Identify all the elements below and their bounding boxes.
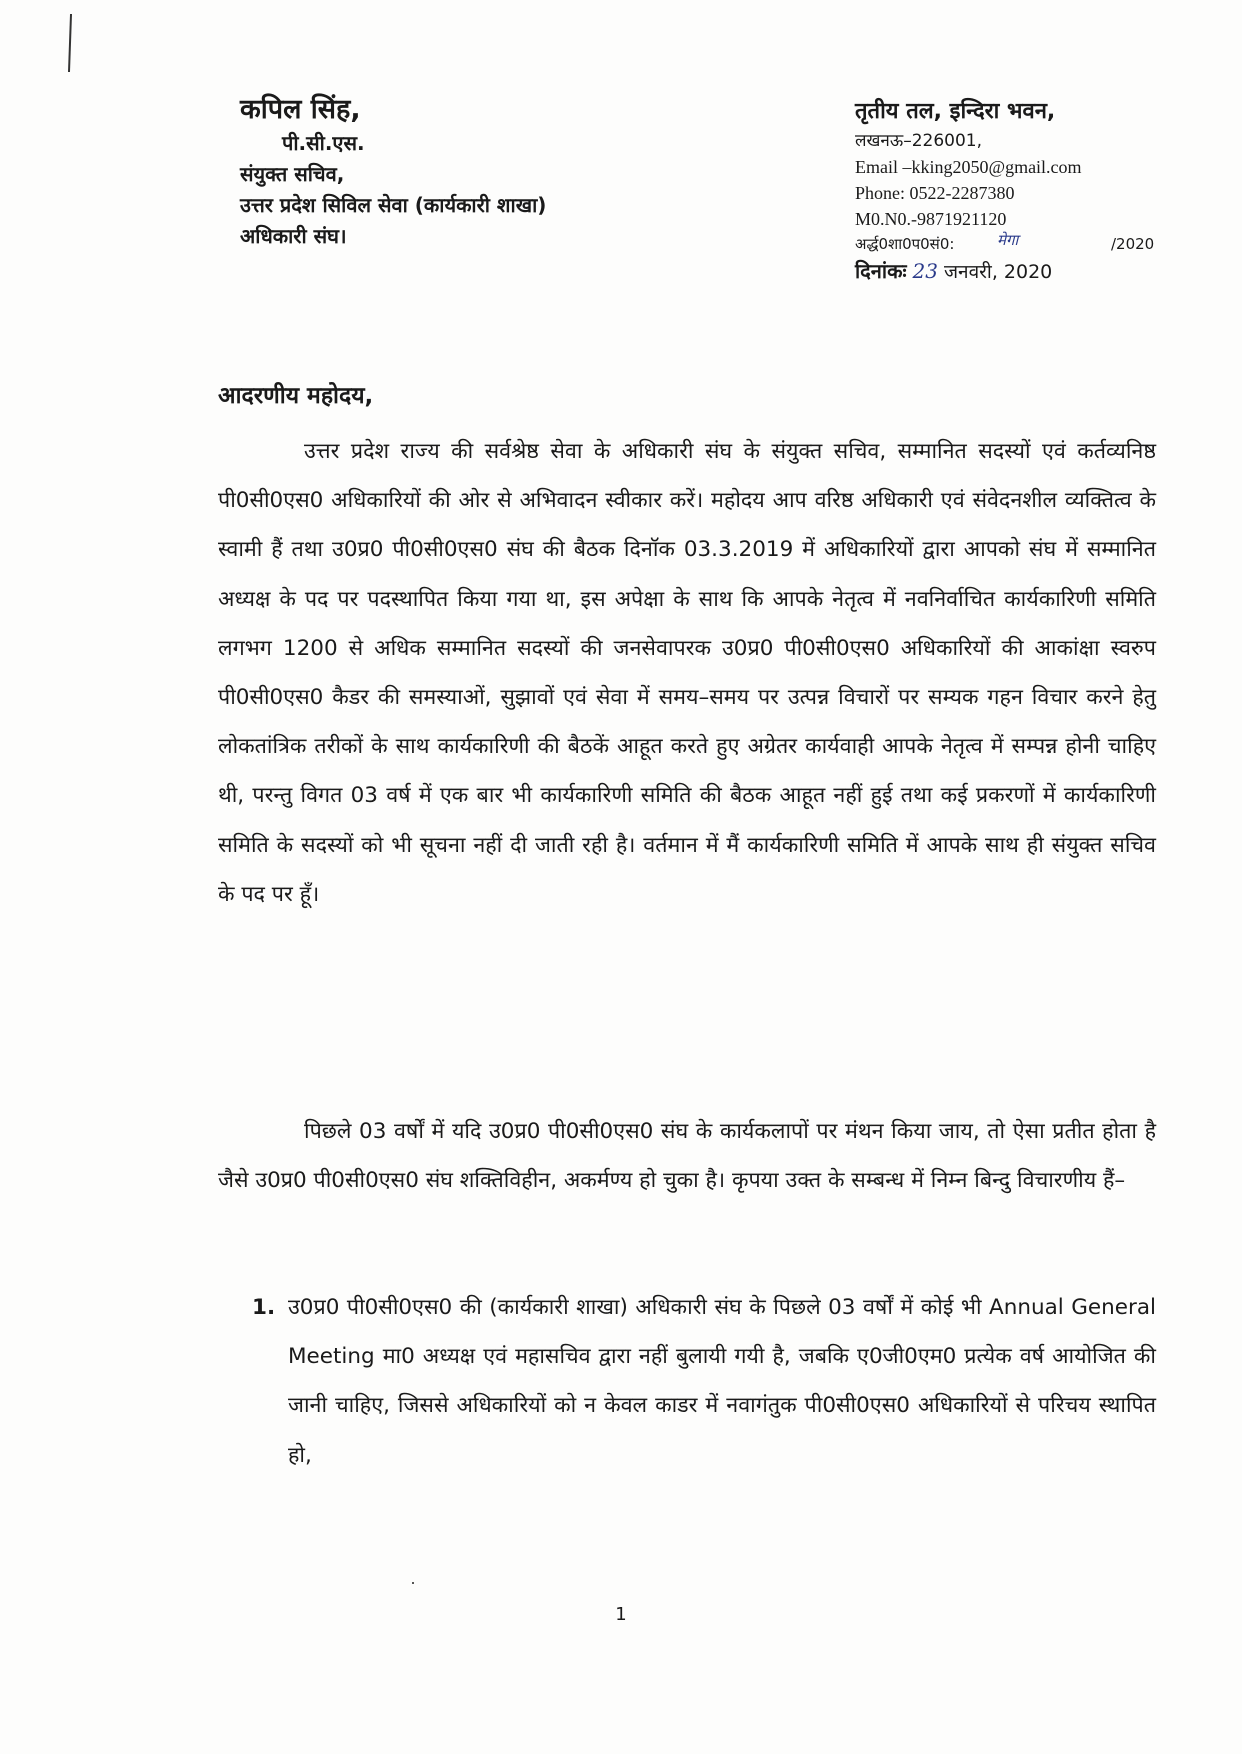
points-list bbox=[252, 1283, 1156, 1480]
reference-handwritten: मेगा bbox=[997, 231, 1019, 249]
salutation: आदरणीय महोदय, bbox=[218, 383, 374, 409]
sender-organisation-line2: अधिकारी संघ। bbox=[240, 224, 347, 248]
date-label: दिनांकः bbox=[855, 259, 907, 283]
paragraph-1: उत्तर प्रदेश राज्य की सर्वश्रेष्ठ सेवा के अधिकारी संघ के संयुक्त सचिव, सम्मानित सदस्यों एवं कर्तव्यनिष्ठ पी0सी0एस0 अधिकारियों की ओर से अभिवादन स्वीकार करें। महोदय आप वरिष्ठ अधिकारी एवं संवेदनशील व्यक्तित्व के स्वामी हैं तथा उ0प्र0 पी0सी0एस0 संघ की बैठक दिनॉक 03.3.2019 में अधिकारियों द्वारा आपको संघ में सम्मानित अध्यक्ष के पद पर पदस्थापित किया गया था, इस अपेक्षा के साथ कि आपके नेतृत्व में नवनिर्वाचित कार्यकारिणी समिति लगभग 1200 से अधिक सम्मानित सदस्यों की जनसेवापरक उ0प्र0 पी0सी0एस0 अधिकारियों की आकांक्षा स्वरुप पी0सी0एस0 कैडर की समस्याओं, सुझावों एवं सेवा में समय–समय पर उत्पन्न विचारों पर सम्यक गहन विचार करने हेतु लोकतांत्रिक तरीकों के साथ कार्यकारिणी की बैठकें आहूत करते हुए अग्रेतर कार्यवाही आपके नेतृत्व में सम्पन्न होनी चाहिए थी, परन्तु विगत 03 वर्ष में एक बार भी कार्यकारिणी समिति की बैठक आहूत नहीं हुई तथा कई प्रकरणों में कार्यकारिणी समिति के सदस्यों को भी सूचना नहीं दी जाती रही है। वर्तमान में मैं कार्यकारिणी समिति में आपके साथ ही संयुक्त सचिव के पद पर हूँ। bbox=[218, 439, 1156, 907]
date-line bbox=[855, 256, 1235, 287]
address-email: Email –kking2050@gmail.com bbox=[855, 157, 1082, 177]
reference-suffix: /2020 bbox=[1111, 235, 1155, 253]
pen-margin-mark bbox=[68, 14, 72, 72]
address-mobile: M0.N0.-9871921120 bbox=[855, 209, 1007, 229]
paragraph-2: पिछले 03 वर्षों में यदि उ0प्र0 पी0सी0एस0 संघ के कार्यकलापों पर मंथन किया जाय, तो ऐसा प्रतीत होता है जैसे उ0प्र0 पी0सी0एस0 संघ शक्तिविहीन, अकर्मण्य हो चुका है। कृपया उक्त के सम्बन्ध में निम्न बिन्दु विचारणीय हैं– bbox=[218, 1119, 1156, 1194]
page-number: 1 bbox=[615, 1604, 627, 1625]
sender-organisation-line1: उत्तर प्रदेश सिविल सेवा (कार्यकारी शाखा) bbox=[240, 193, 547, 217]
list-item-number: 1. bbox=[252, 1295, 276, 1320]
list-item bbox=[252, 1283, 1156, 1480]
list-item-text: उ0प्र0 पी0सी0एस0 की (कार्यकारी शाखा) अधिकारी संघ के पिछले 03 वर्षों में कोई भी Annual General Meeting मा0 अध्यक्ष एवं महासचिव द्वारा नहीं बुलायी गयी है, जबकि ए0जी0एम0 प्रत्येक वर्ष आयोजित की जानी चाहिए, जिससे अधिकारियों को न केवल काडर में नवागंतुक पी0सी0एस0 अधिकारियों से परिचय स्थापित हो, bbox=[288, 1295, 1156, 1468]
reference-line bbox=[855, 232, 1235, 256]
sender-name: कपिल सिंह, bbox=[240, 94, 361, 125]
sender-designation: संयुक्त सचिव, bbox=[240, 162, 345, 186]
sender-block bbox=[240, 92, 720, 252]
scan-speck bbox=[412, 1582, 414, 1584]
address-line2: लखनऊ–226001, bbox=[855, 131, 983, 151]
date-rest: जनवरी, 2020 bbox=[943, 261, 1053, 283]
address-line1: तृतीय तल, इन्दिरा भवन, bbox=[855, 99, 1056, 124]
reference-label: अर्द्ध0शा0प0सं0: bbox=[855, 235, 955, 253]
date-day-handwritten: 23 bbox=[912, 259, 938, 283]
address-block bbox=[855, 96, 1235, 287]
sender-service: पी.सी.एस. bbox=[282, 131, 365, 155]
address-phone: Phone: 0522-2287380 bbox=[855, 183, 1015, 203]
